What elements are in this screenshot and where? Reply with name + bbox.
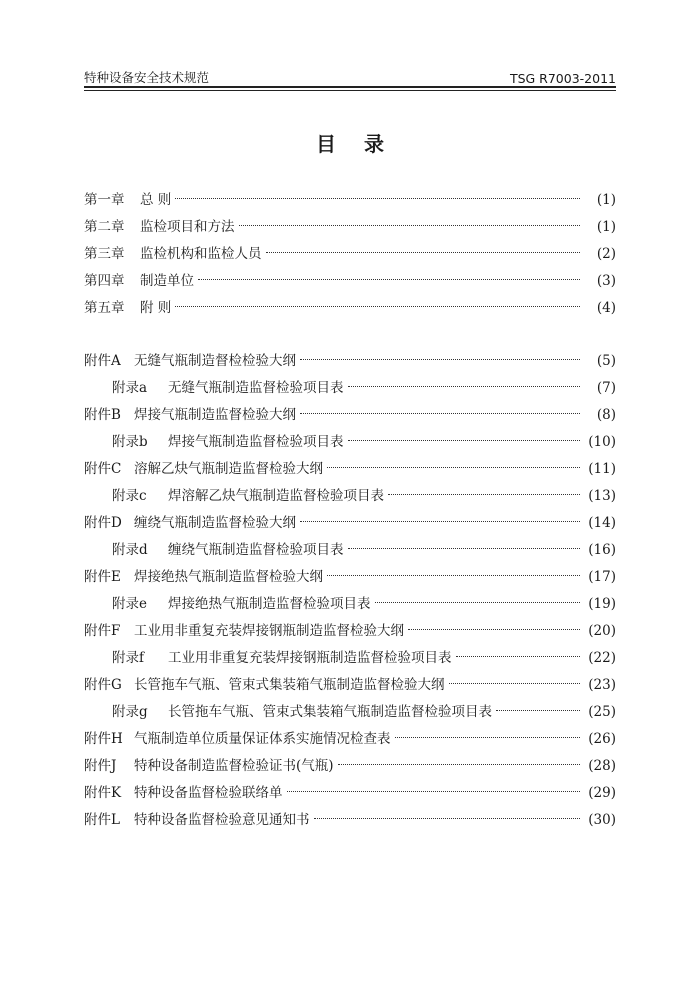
toc-entry-number: 附录e bbox=[112, 596, 147, 612]
toc-dot-leader bbox=[408, 629, 580, 630]
toc-dot-leader bbox=[175, 306, 580, 307]
toc-entry-number: 第二章 bbox=[84, 219, 125, 235]
toc-entry-page: (4) bbox=[596, 300, 616, 316]
toc-dot-leader bbox=[239, 225, 581, 226]
toc-dot-leader bbox=[300, 359, 580, 360]
toc-entry-title: 气瓶制造单位质量保证体系实施情况检查表 bbox=[134, 731, 391, 747]
toc-dot-leader bbox=[456, 656, 581, 657]
toc-appendix-entry[interactable] bbox=[84, 348, 616, 375]
page-title: 目录 bbox=[316, 132, 412, 156]
toc-dot-leader bbox=[300, 521, 580, 522]
toc-entry-title: 监检机构和监检人员 bbox=[140, 246, 262, 262]
toc-appendix-sub-entry[interactable] bbox=[84, 591, 616, 618]
toc-entry-page: (10) bbox=[588, 434, 616, 450]
toc-appendix-entry[interactable] bbox=[84, 780, 616, 807]
toc-chapter-entry[interactable] bbox=[84, 268, 616, 295]
toc-entry-number: 附录g bbox=[112, 704, 148, 720]
toc-entry-title: 焊接气瓶制造监督检验项目表 bbox=[168, 434, 344, 450]
toc-entry-title: 监检项目和方法 bbox=[140, 219, 235, 235]
toc-entry-title: 特种设备监督检验意见通知书 bbox=[134, 812, 310, 828]
toc-appendix-sub-entry[interactable] bbox=[84, 699, 616, 726]
toc-appendix-sub-entry[interactable] bbox=[84, 537, 616, 564]
toc-entry-page: (8) bbox=[596, 407, 616, 423]
toc-entry-number: 附件B bbox=[84, 407, 121, 423]
toc-entry-page: (7) bbox=[596, 380, 616, 396]
toc-dot-leader bbox=[395, 737, 581, 738]
toc-entry-page: (13) bbox=[588, 488, 616, 504]
header-rule-thin bbox=[84, 90, 616, 91]
toc-dot-leader bbox=[198, 279, 580, 280]
toc-appendix-entry[interactable] bbox=[84, 753, 616, 780]
toc-entry-page: (28) bbox=[588, 758, 616, 774]
toc-dot-leader bbox=[287, 791, 581, 792]
toc-entry-number: 第一章 bbox=[84, 192, 125, 208]
toc-entry-page: (11) bbox=[588, 461, 616, 477]
header-series-title: 特种设备安全技术规范 bbox=[84, 70, 210, 85]
toc-entry-title: 焊溶解乙炔气瓶制造监督检验项目表 bbox=[168, 488, 384, 504]
toc-entry-title: 缠绕气瓶制造监督检验项目表 bbox=[168, 542, 344, 558]
toc-entry-number: 附件F bbox=[84, 623, 121, 639]
toc-entry-title: 缠绕气瓶制造监督检验大纲 bbox=[134, 515, 296, 531]
toc-entry-page: (14) bbox=[588, 515, 616, 531]
toc-entry-title: 特种设备监督检验联络单 bbox=[134, 785, 283, 801]
toc-entry-page: (17) bbox=[588, 569, 616, 585]
toc-chapter-entry[interactable] bbox=[84, 241, 616, 268]
toc-chapter-entry[interactable] bbox=[84, 295, 616, 322]
toc-entry-title: 焊接绝热气瓶制造监督检验项目表 bbox=[168, 596, 371, 612]
toc-entry-number: 附件H bbox=[84, 731, 123, 747]
toc-entry-page: (1) bbox=[596, 219, 616, 235]
toc-entry-number: 第四章 bbox=[84, 273, 125, 289]
toc-entry-page: (25) bbox=[588, 704, 616, 720]
toc-entry-number: 附件K bbox=[84, 785, 122, 801]
toc-entry-title: 无缝气瓶制造监督检验项目表 bbox=[168, 380, 344, 396]
running-header bbox=[84, 64, 616, 86]
toc-entry-number: 第三章 bbox=[84, 246, 125, 262]
toc-entry-page: (2) bbox=[596, 246, 616, 262]
toc-entry-title: 长管拖车气瓶、管束式集装箱气瓶制造监督检验项目表 bbox=[168, 704, 492, 720]
toc-appendix-entry[interactable] bbox=[84, 564, 616, 591]
toc-entry-page: (19) bbox=[588, 596, 616, 612]
toc-dot-leader bbox=[348, 440, 581, 441]
toc-entry-number: 附件C bbox=[84, 461, 122, 477]
toc-entry-title: 焊接绝热气瓶制造监督检验大纲 bbox=[134, 569, 323, 585]
toc-entry-title: 制造单位 bbox=[140, 273, 194, 289]
toc-dot-leader bbox=[449, 683, 581, 684]
toc-entry-page: (30) bbox=[588, 812, 616, 828]
toc-entry-number: 第五章 bbox=[84, 300, 125, 316]
toc-entry-number: 附件G bbox=[84, 677, 122, 693]
toc-entry-number: 附录a bbox=[112, 380, 148, 396]
toc-entry-number: 附件A bbox=[84, 353, 121, 369]
toc-appendix-entry[interactable] bbox=[84, 618, 616, 645]
toc-entry-number: 附件J bbox=[84, 758, 117, 774]
toc-entry-number: 附件D bbox=[84, 515, 122, 531]
toc-entry-title: 溶解乙炔气瓶制造监督检验大纲 bbox=[134, 461, 323, 477]
toc-dot-leader bbox=[348, 386, 581, 387]
toc-entry-page: (23) bbox=[588, 677, 616, 693]
toc-dot-leader bbox=[388, 494, 580, 495]
toc-entry-page: (5) bbox=[596, 353, 616, 369]
toc-entry-title: 总 则 bbox=[140, 192, 172, 208]
toc-entry-page: (22) bbox=[588, 650, 616, 666]
toc-dot-leader bbox=[496, 710, 580, 711]
toc-entry-title: 工业用非重复充装焊接钢瓶制造监督检验项目表 bbox=[168, 650, 452, 666]
toc-entry-title: 无缝气瓶制造督检检验大纲 bbox=[134, 353, 296, 369]
toc-entry-title: 附 则 bbox=[140, 300, 172, 316]
toc-entry-title: 焊接气瓶制造监督检验大纲 bbox=[134, 407, 296, 423]
toc-dot-leader bbox=[266, 252, 581, 253]
toc-appendix-entry[interactable] bbox=[84, 807, 616, 834]
toc-entry-number: 附录d bbox=[112, 542, 148, 558]
toc-dot-leader bbox=[338, 764, 580, 765]
toc-entry-title: 工业用非重复充装焊接钢瓶制造监督检验大纲 bbox=[134, 623, 404, 639]
toc-entry-number: 附录b bbox=[112, 434, 148, 450]
toc-entry-page: (1) bbox=[596, 192, 616, 208]
toc-entry-number: 附录c bbox=[112, 488, 147, 504]
toc-entry-page: (3) bbox=[596, 273, 616, 289]
toc-entry-title: 特种设备制造监督检验证书(气瓶) bbox=[134, 758, 334, 774]
toc-chapter-entry[interactable] bbox=[84, 214, 616, 241]
toc-entry-number: 附件L bbox=[84, 812, 120, 828]
table-of-contents bbox=[84, 187, 616, 834]
toc-dot-leader bbox=[175, 198, 580, 199]
toc-appendix-entry[interactable] bbox=[84, 672, 616, 699]
toc-dot-leader bbox=[300, 413, 580, 414]
toc-dot-leader bbox=[375, 602, 581, 603]
toc-appendix-sub-entry[interactable] bbox=[84, 645, 616, 672]
toc-entry-page: (16) bbox=[588, 542, 616, 558]
toc-dot-leader bbox=[348, 548, 581, 549]
toc-appendix-sub-entry[interactable] bbox=[84, 375, 616, 402]
toc-chapter-entry[interactable] bbox=[84, 187, 616, 214]
toc-appendix-sub-entry[interactable] bbox=[84, 429, 616, 456]
header-document-code: TSG R7003-2011 bbox=[509, 71, 616, 86]
toc-entry-title: 长管拖车气瓶、管束式集装箱气瓶制造监督检验大纲 bbox=[134, 677, 445, 693]
header-rule-thick bbox=[84, 86, 616, 88]
toc-dot-leader bbox=[314, 818, 581, 819]
toc-appendix-entry[interactable] bbox=[84, 510, 616, 537]
toc-appendix-sub-entry[interactable] bbox=[84, 483, 616, 510]
toc-entry-page: (20) bbox=[588, 623, 616, 639]
toc-entry-number: 附件E bbox=[84, 569, 121, 585]
toc-entry-page: (29) bbox=[588, 785, 616, 801]
toc-entry-page: (26) bbox=[588, 731, 616, 747]
toc-dot-leader bbox=[327, 575, 580, 576]
toc-appendix-entry[interactable] bbox=[84, 402, 616, 429]
toc-dot-leader bbox=[327, 467, 580, 468]
toc-appendix-entry[interactable] bbox=[84, 726, 616, 753]
toc-entry-number: 附录f bbox=[112, 650, 144, 666]
toc-appendix-entry[interactable] bbox=[84, 456, 616, 483]
